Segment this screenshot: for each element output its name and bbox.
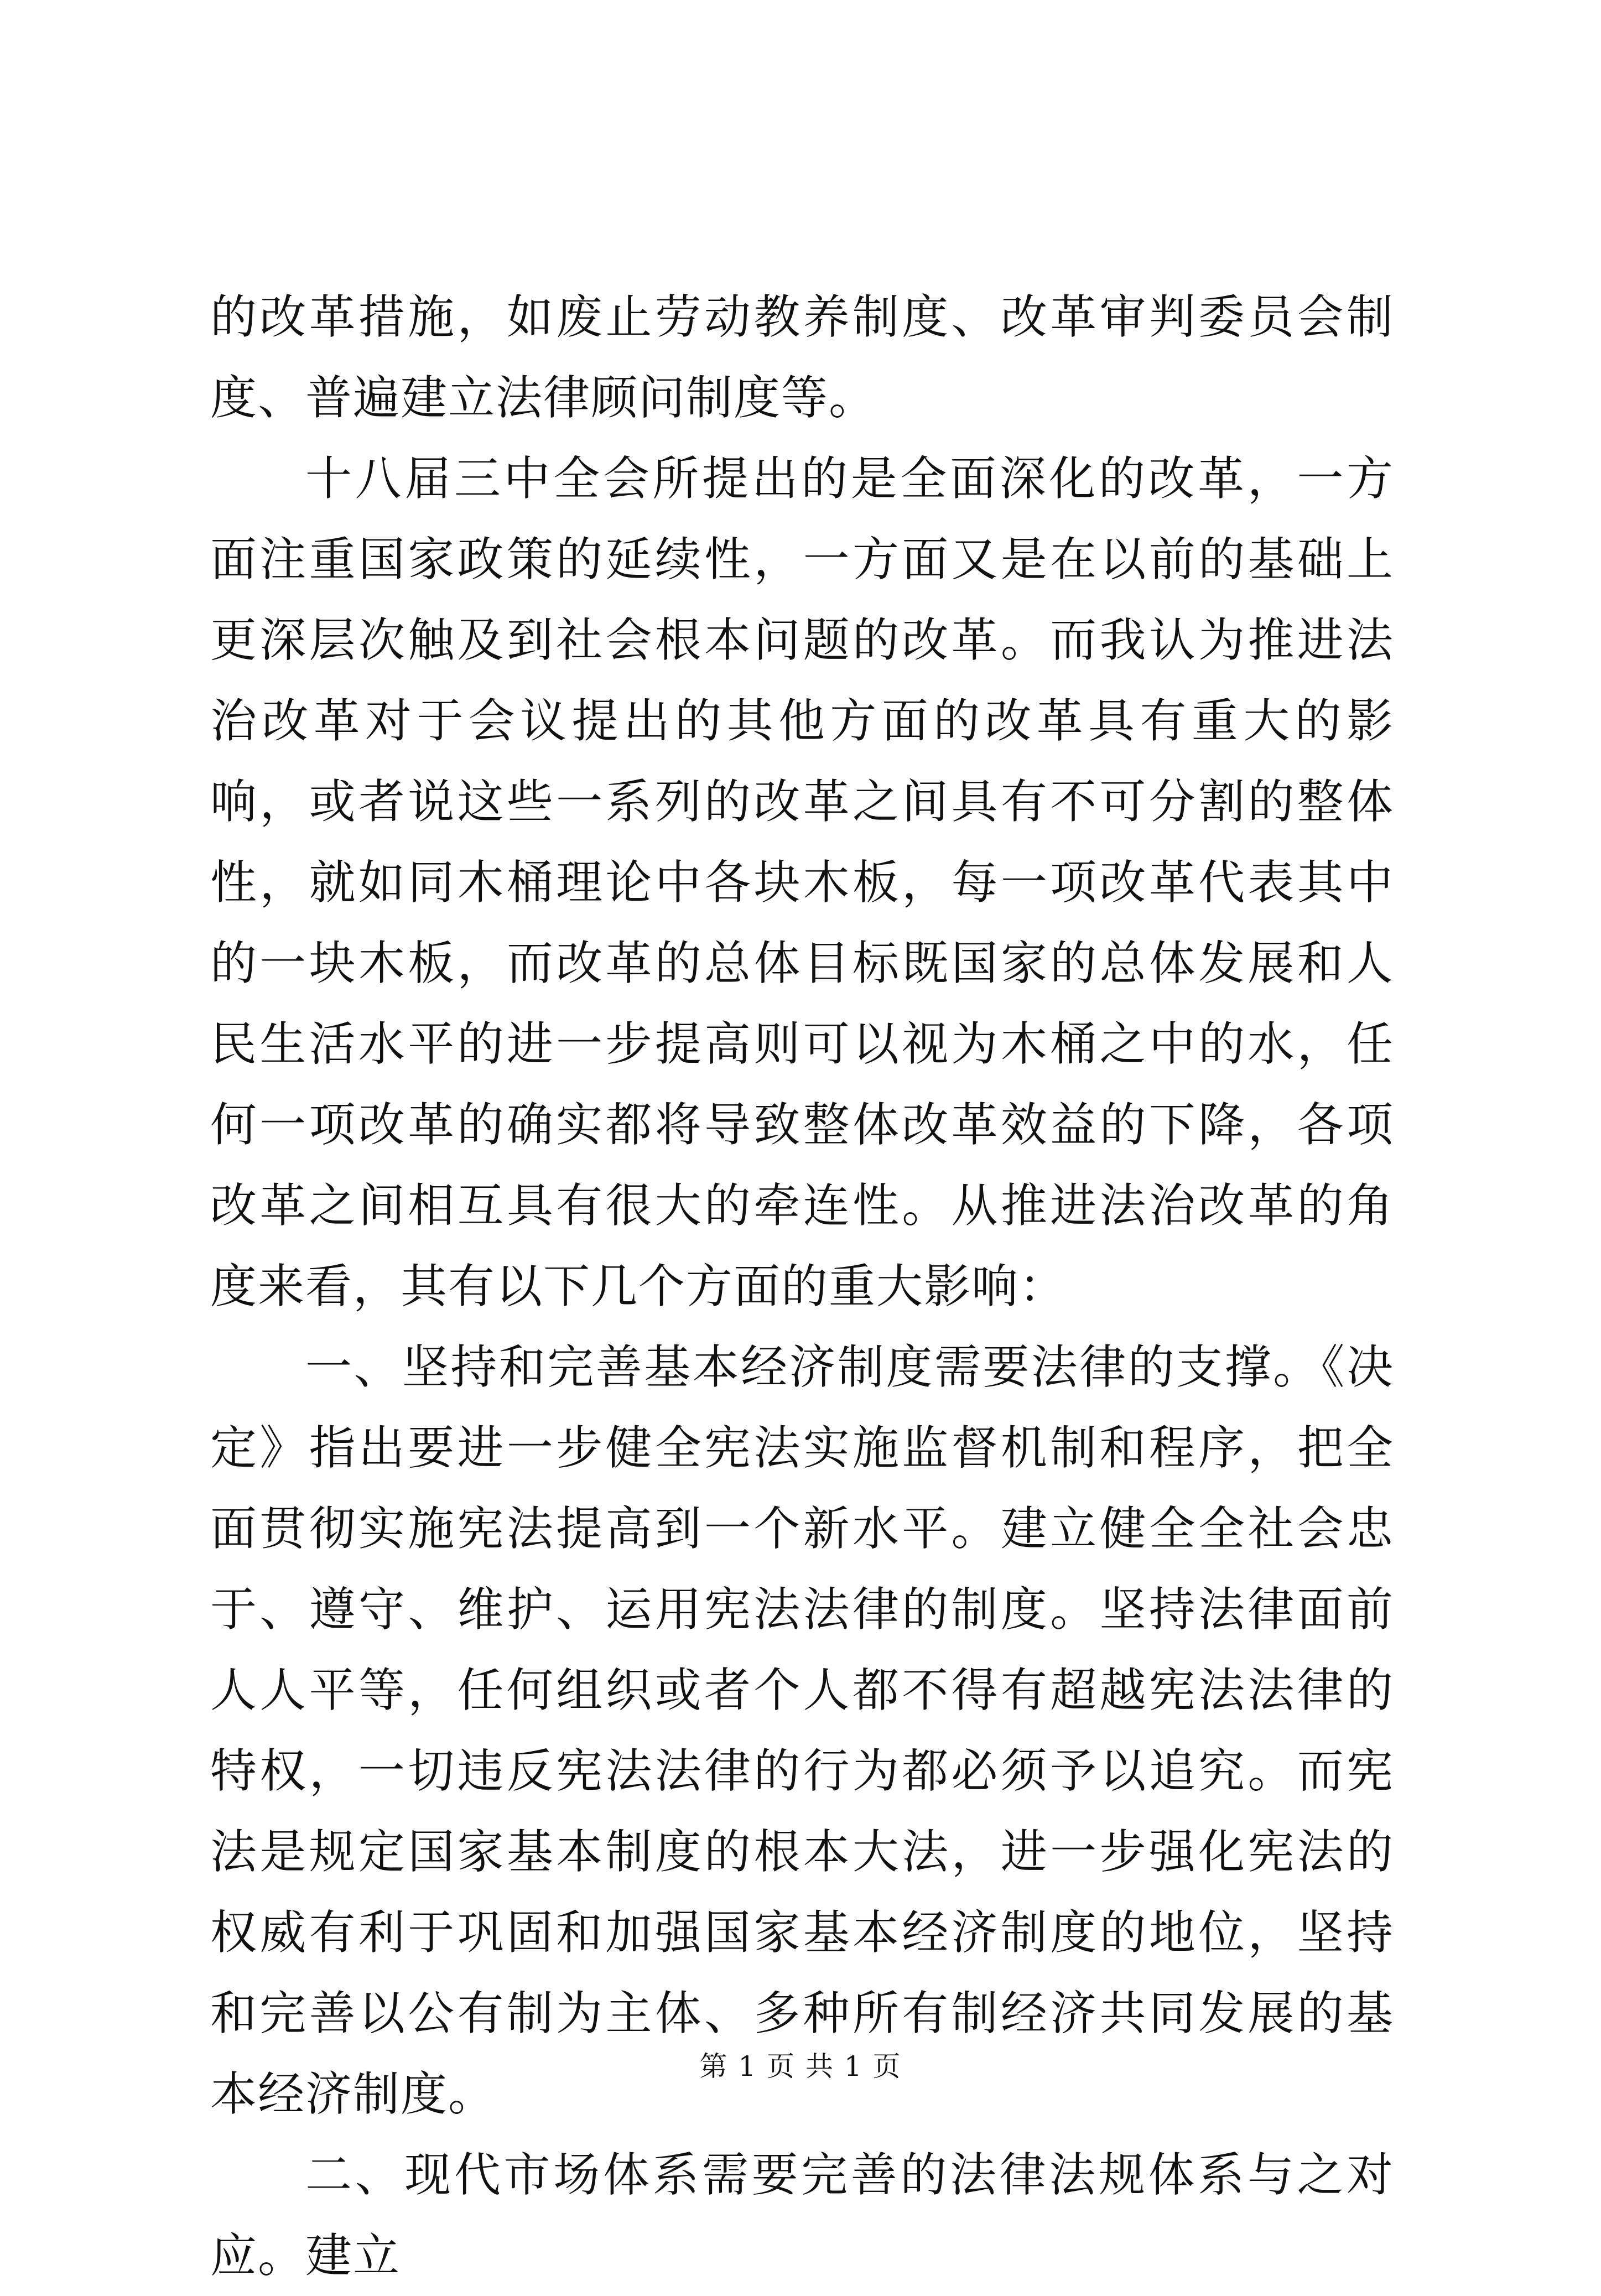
document-body	[210, 277, 1394, 2296]
paragraph-point-one: 一、坚持和完善基本经济制度需要法律的支撑。《决定》指出要进一步健全宪法实施监督机制和程序，把全面贯彻实施宪法提高到一个新水平。建立健全全社会忠于、遵守、维护、运用宪法法律的制度。坚持法律面前人人平等，任何组织或者个人都不得有超越宪法法律的特权，一切违反宪法法律的行为都必须予以追究。而宪法是规定国家基本制度的根本大法，进一步强化宪法的权威有利于巩固和加强国家基本经济制度的地位，坚持和完善以公有制为主体、多种所有制经济共同发展的基本经济制度。	[210, 1340, 1394, 2121]
paragraph-continuation: 的改革措施，如废止劳动教养制度、改革审判委员会制度、普遍建立法律顾问制度等。	[210, 290, 1394, 425]
page-footer: 第 1 页 共 1 页	[699, 2050, 902, 2082]
paragraph-point-two: 二、现代市场体系需要完善的法律法规体系与之对应。建立	[210, 2148, 1394, 2283]
paragraph-reform-overview: 十八届三中全会所提出的是全面深化的改革，一方面注重国家政策的延续性，一方面又是在以前的基础上更深层次触及到社会根本问题的改革。而我认为推进法治改革对于会议提出的其他方面的改革具有重大的影响，或者说这些一系列的改革之间具有不可分割的整体性，就如同木桶理论中各块木板，每一项改革代表其中的一块木板，而改革的总体目标既国家的总体发展和人民生活水平的进一步提高则可以视为木桶之中的水，任何一项改革的确实都将导致整体改革效益的下降，各项改革之间相互具有很大的牵连性。从推进法治改革的角度来看，其有以下几个方面的重大影响：	[210, 451, 1394, 1313]
